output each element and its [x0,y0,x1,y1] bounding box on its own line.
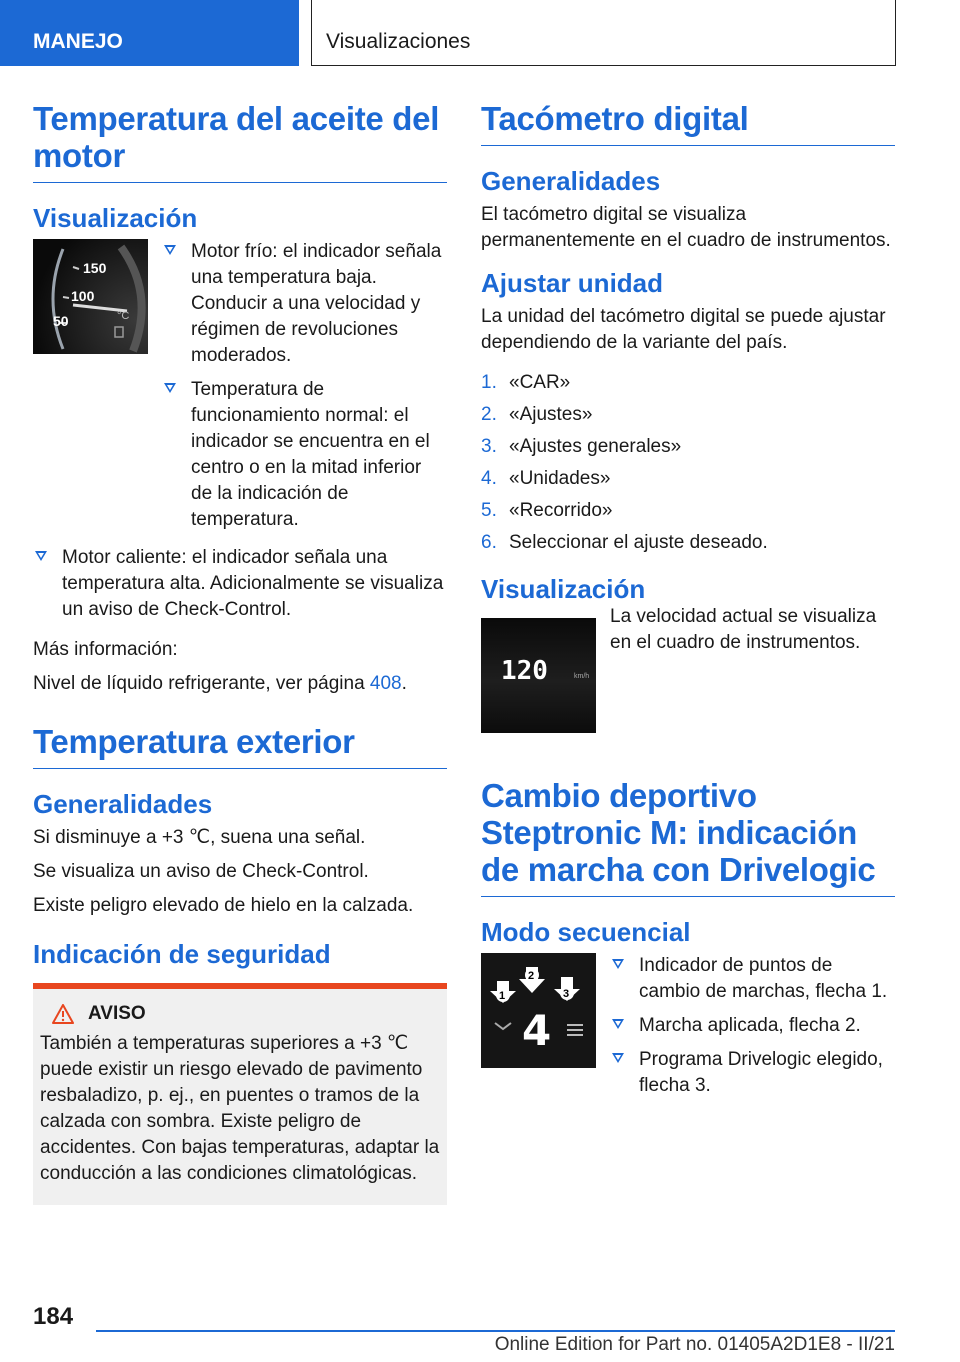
gauge-label-50: 50 [53,313,69,329]
visualization-heading: Visualización [33,203,198,233]
bullet-hot-engine: Motor caliente: el indicador señala una temperatura alta. Adicionalmente se visualiza un aviso de Check-Control. [33,545,447,623]
page-link-408[interactable]: 408 [369,673,402,694]
digital-speed-image [481,618,596,733]
left-column [33,100,447,1205]
paragraph: La velocidad actual se visualiza en el cuadro de instrumentos. [610,606,877,653]
list-item: 4. «Unidades» [481,468,611,489]
paragraph: La unidad del tacómetro digital se puede ajustar dependiendo de la variante del país. [481,306,886,353]
general-heading: Generalidades [481,166,661,196]
bullet-shift-indicator: Indicador de puntos de cambio de marchas, flecha 1. [610,953,895,1005]
edition-footer: Online Edition for Part no. 01405A2D1E8 - II/21 [494,1334,895,1355]
gear-arrow-3: 3 [563,988,570,1000]
gear-value: 4 [522,1006,552,1055]
paragraph: Se visualiza un aviso de Check-Control. [33,861,369,882]
gear-indicator-image [481,953,596,1068]
list-item: 3. «Ajustes generales» [481,436,682,457]
sequential-mode-heading: Modo secuencial [481,917,691,947]
gauge-label-150: 150 [83,260,107,276]
list-item: 5. «Recorrido» [481,500,613,521]
list-item: 2. «Ajustes» [481,404,593,425]
adjust-unit-heading: Ajustar unidad [481,268,664,298]
oil-temp-figure-row [33,239,447,541]
gear-figure-row [481,953,895,1107]
speed-figure-row [481,606,895,733]
warning-box [33,983,447,1205]
speed-value: 120 [501,656,548,686]
gauge-label-100: 100 [71,288,95,304]
more-info-label: Más información: [33,639,178,660]
paragraph: Existe peligro elevado de hielo en la calzada. [33,895,414,916]
bullet-normal-temp: Temperatura de funcionamiento normal: el indicador se encuentra en el centro o en la mitad inferior de la indicación de temperatura. [162,377,447,533]
section-tab: MANEJO [0,0,299,66]
outside-temp-title: Temperatura exterior [33,723,447,769]
oil-temp-title: Temperatura del aceite del motor [33,100,447,183]
oil-temp-gauge-image [33,239,148,354]
gauge-unit: °C [117,310,130,322]
list-item: 6. Seleccionar el ajuste deseado. [481,532,768,553]
footer-divider [96,1330,895,1332]
bullet-triangle-icon [612,959,624,969]
digital-speedometer-title: Tacómetro digital [481,100,895,146]
general-heading: Generalidades [33,789,213,819]
gear-arrow-1: 1 [499,990,506,1002]
page-number: 184 [33,1303,74,1330]
visualization-heading: Visualización [481,574,646,604]
bullet-triangle-icon [35,551,47,561]
steps-list [481,370,895,556]
chapter-tab: Visualizaciones [311,0,896,66]
bullet-gear-engaged: Marcha aplicada, flecha 2. [610,1013,895,1039]
steptronic-title: Cambio deportivo Steptronic M: indicación de marcha con Drivelogic [481,777,895,897]
warning-text: También a temperaturas superiores a +3 ℃ puede existir un riesgo elevado de pavimento resbaladizo, p. ej., en puentes o tramos de la calzada con sombra. Existe peligro de accidentes. Con bajas temperaturas, adaptar la conducción a las condiciones climatológicas. [40,1033,440,1184]
paragraph: Si disminuye a +3 ℃, suena una señal. [33,827,366,848]
list-item: 1. «CAR» [481,372,571,393]
warning-title: AVISO [52,1003,440,1025]
speed-unit: km/h [574,673,590,680]
safety-heading: Indicación de seguridad [33,939,331,969]
bullet-cold-engine: Motor frío: el indicador señala una temperatura baja. Conducir a una velocidad y régimen de revoluciones moderados. [162,239,447,369]
paragraph: El tacómetro digital se visualiza permanentemente en el cuadro de instrumentos. [481,204,891,251]
bullet-triangle-icon [164,245,176,255]
bullet-triangle-icon [612,1053,624,1063]
right-column [481,100,895,1111]
warning-triangle-icon [52,1004,74,1024]
gear-arrow-2: 2 [528,970,535,982]
coolant-reference: Nivel de líquido refrigerante, ver página 408. [33,673,407,694]
bullet-drivelogic-program: Programa Drivelogic elegido, flecha 3. [610,1047,895,1099]
bullet-triangle-icon [612,1019,624,1029]
bullet-triangle-icon [164,383,176,393]
